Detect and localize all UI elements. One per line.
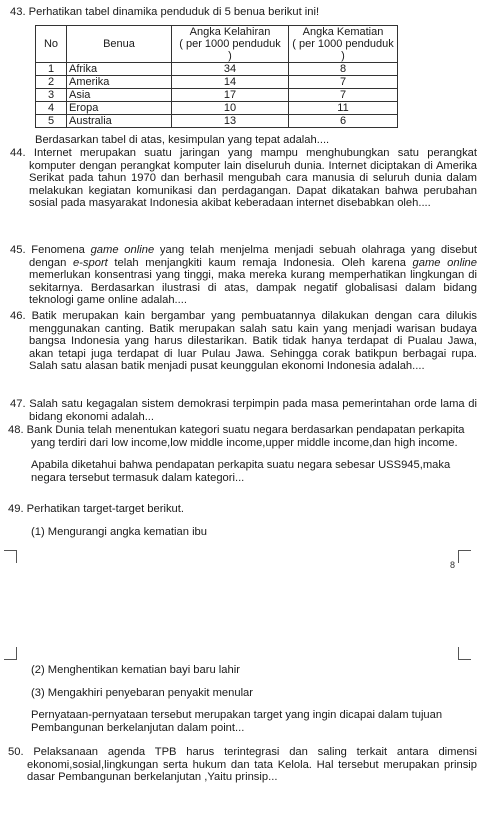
question-46-text: 46. Batik merupakan kain bergambar yang pembuatannya dilakukan dengan cara dilukis menggunakan canting. Batik merupakan salah satu kain yang menjadi warisan budaya bangsa Indonesia yang harus dilestarikan. Batik tidak hanya terdapat di Pualau Jawa, akan tetapi juga terdapat di luar Pulau Jawa. Sehingga corak batikpun berbagai rupa. Salah satu alasan batik menjadi pusat keunggulan ekonomi Indonesia adalah....	[10, 310, 477, 373]
question-48-question: Apabila diketahui bahwa pendapatan perkapita suatu negara sebesar USS945,maka negara tersebut termasuk dalam kategori...	[31, 459, 451, 484]
question-47-text: 47. Salah satu kegagalan sistem demokrasi terpimpin pada masa pemerintahan orde lama di bidang ekonomi adalah...	[10, 398, 477, 423]
question-49-text: 49. Perhatikan target-target berikut.	[8, 503, 184, 515]
table-row: 2 Amerika 14 7	[36, 76, 398, 89]
corner-bracket-bottom-right	[458, 647, 471, 660]
question-49	[8, 503, 477, 538]
question-46	[10, 310, 477, 373]
question-43-text: 43. Perhatikan tabel dinamika penduduk di 5 benua berikut ini!	[10, 6, 320, 18]
population-table	[35, 25, 398, 128]
question-47	[10, 398, 477, 423]
question-50	[8, 746, 477, 784]
question-48-text: 48. Bank Dunia telah menentukan kategori suatu negara berdasarkan pendapatan perkapita yang terdiri dari low income,low middle income,upper middle income,dan high income.	[8, 424, 465, 449]
question-50-text: 50. Pelaksanaan agenda TPB harus terintegrasi dan saling terkait antara dimensi ekonomi,sosial,lingkungan serta hukum dan tata Kelola. Hal tersebut merupakan prinsip dasar Pembangunan berkelanjutan ,Yaitu prinsip...	[8, 746, 477, 784]
corner-bracket-top-left	[4, 550, 17, 563]
table-row: 4 Eropa 10 11	[36, 102, 398, 115]
corner-bracket-bottom-left	[4, 647, 17, 660]
table-header-row	[36, 26, 398, 63]
question-49-item-1: (1) Mengurangi angka kematian ibu	[31, 525, 207, 538]
question-43-footer: Berdasarkan tabel di atas, kesimpulan yang tepat adalah....	[35, 134, 330, 146]
question-48	[8, 424, 477, 484]
table-row: 3 Asia 17 7	[36, 89, 398, 102]
question-49-item-3: (3) Mengakhiri penyebaran penyakit menular	[31, 686, 254, 699]
question-44-text: 44. Internet merupakan suatu jaringan yang mampu menghubungkan satu perangkat komputer dengan perangkat komputer lain diseluruh dunia. Internet diciptakan di Amerika Serikat pada tahun 1970 dan berhasil mengubah cara manusia di seluruh dunia dalam melakukan kegiatan komunikasi dan perdagangan. Dapat dikatakan bahwa perubahan sosial pada masyarakat Indonesia akibat keberadaan internet disebabkan oleh....	[10, 147, 477, 210]
table-row: 1 Afrika 34 8	[36, 63, 398, 76]
question-43	[10, 6, 477, 19]
question-49-items	[8, 664, 477, 734]
header-no: No	[36, 26, 67, 63]
header-benua: Benua	[67, 26, 172, 63]
question-49-item-2: (2) Menghentikan kematian bayi baru lahir	[31, 664, 240, 676]
header-death-rate: Angka Kematian ( per 1000 penduduk )	[289, 26, 398, 63]
question-44	[10, 147, 477, 210]
question-49-question: Pernyataan-pernyataan tersebut merupakan target yang ingin dicapai dalam tujuan Pembangunan berkelanjutan dalam point...	[31, 709, 443, 734]
corner-bracket-top-right	[458, 550, 471, 563]
header-birth-rate: Angka Kelahiran ( per 1000 penduduk )	[172, 26, 289, 63]
table-row: 5 Australia 13 6	[36, 115, 398, 128]
margin-mark: 8	[450, 560, 456, 570]
question-45: 45. Fenomena game online yang telah menjelma menjadi sebuah olahraga yang disebut dengan e-sport telah menjangkiti kaum remaja Indonesia. Oleh karena game online memerlukan konsentrasi yang tinggi, maka mereka kurang memperhatikan lingkungan di sekitarnya. Berdasarkan ilustrasi di atas, dampak negatif globalisasi dalam bidang teknologi game online adalah....	[10, 244, 478, 307]
